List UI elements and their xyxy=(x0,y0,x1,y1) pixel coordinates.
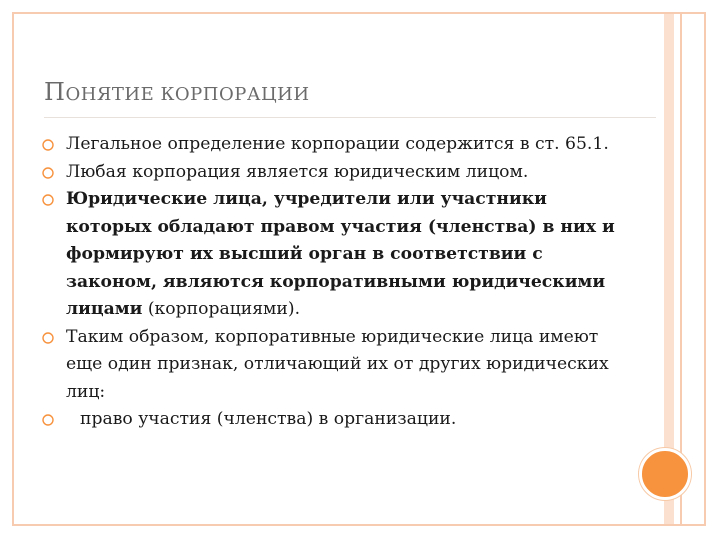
title-divider xyxy=(44,117,656,118)
circle-bullet-icon xyxy=(41,138,55,152)
bullet-text: Легальное определение корпорации содержится в ст. 65.1. xyxy=(66,134,609,154)
bullet-text: Любая корпорация является юридическим лицом. xyxy=(66,161,529,182)
bullet-list xyxy=(44,131,634,434)
bullet-item xyxy=(44,186,634,324)
slide-title xyxy=(44,78,310,106)
bullet-item xyxy=(44,131,634,159)
bullet-text: Таким образом, корпоративные юридические лица имеют еще один признак, отличающий их от других юридических лиц: xyxy=(66,326,609,402)
decorative-orange-circle xyxy=(639,448,691,500)
bullet-text-after: (корпорациями). xyxy=(142,299,301,319)
bullet-item xyxy=(44,324,634,407)
circle-bullet-icon xyxy=(41,166,55,180)
title-rest: ОНЯТИЕ КОРПОРАЦИИ xyxy=(65,84,310,105)
circle-bullet-icon xyxy=(41,331,55,345)
decorative-line xyxy=(680,14,682,524)
bullet-bold-text: Юридические лица, учредители или участники которых обладают правом участия (членства) в них и формируют их высший орган в соответствии с законом, являются корпоративными юридическими лицами xyxy=(66,189,615,319)
bullet-item xyxy=(44,159,634,187)
circle-bullet-icon xyxy=(41,413,55,427)
bullet-item xyxy=(44,406,634,434)
title-initial: П xyxy=(44,78,66,106)
circle-bullet-icon xyxy=(41,193,55,207)
bullet-text: право участия (членства) в организации. xyxy=(80,409,457,429)
